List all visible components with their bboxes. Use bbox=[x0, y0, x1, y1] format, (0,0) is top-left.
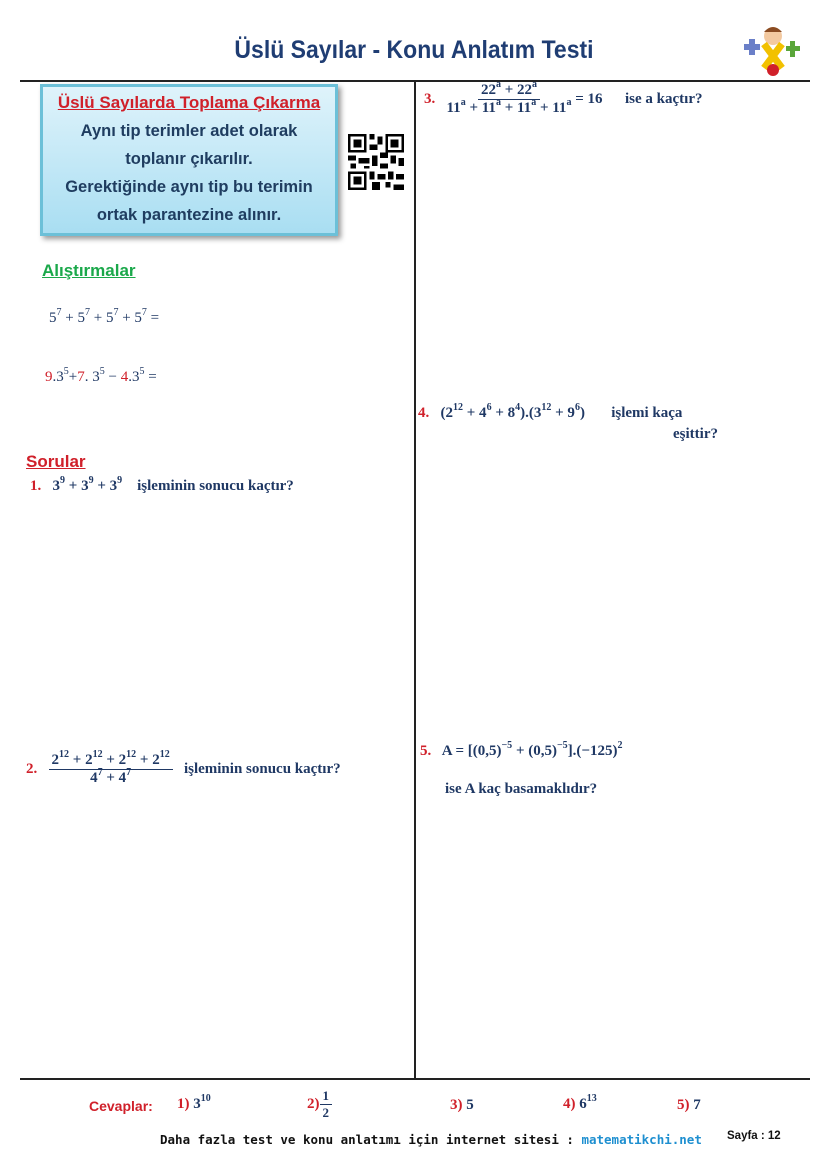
column-divider bbox=[414, 80, 416, 1079]
info-box-line: ortak parantezine alınır. bbox=[96, 206, 282, 224]
question-1: 1. $3^9 + 3^9 + 3^9$ işleminin sonucu kaçtır? bbox=[30, 475, 294, 494]
page-number: Sayfa : 12 bbox=[727, 1130, 781, 1142]
question-4: 4. $(2^{12} + 4^6 + 8^4).(3^{12} + 9^6)$ işlemi kaça bbox=[418, 402, 683, 421]
page-title: Üslü Sayılar - Konu Anlatım Testi bbox=[234, 36, 594, 64]
footer-divider bbox=[20, 1078, 810, 1080]
info-box bbox=[40, 84, 338, 236]
fraction: $\frac{22^a + 22^a}{11^a + 11^a + 11^a + 11^a}$ bbox=[446, 79, 572, 116]
answer-5: 5) 7 bbox=[677, 1097, 701, 1113]
answer-2: 2) $\frac{1}{2}$ bbox=[307, 1088, 332, 1121]
answers-label: Cevaplar: bbox=[89, 1098, 153, 1114]
exercise-1: $5^7 + 5^7 + 5^7 + 5^7$ = bbox=[49, 307, 160, 326]
exercises-heading: Alıştırmalar bbox=[42, 261, 136, 280]
answer-4: 4) $6^{13}$ bbox=[563, 1093, 597, 1112]
answer-3: 3) 5 bbox=[450, 1097, 474, 1113]
fraction: $\frac{2^{12} + 2^{12} + 2^{12} + 2^{12}}{4^7 + 4^7}$ bbox=[49, 752, 173, 787]
math-boy-mascot-icon bbox=[742, 24, 804, 76]
questions-heading: Sorular bbox=[26, 452, 86, 471]
footer-text: Daha fazla test ve konu anlatımı için internet sitesi : matematikchi.net bbox=[160, 1132, 702, 1147]
exercise-2: $9.3^5+7$. $3^5 - 4.3^5$ = bbox=[45, 366, 157, 385]
answer-1: 1) $3^{10}$ bbox=[177, 1093, 211, 1112]
qr-code-icon[interactable] bbox=[347, 134, 405, 190]
question-4-continued: eşittir? bbox=[673, 426, 718, 442]
question-2: 2. $\frac{2^{12} + 2^{12} + 2^{12} + 2^{12}}{4^7 + 4^7}$ işleminin sonucu kaçtır? bbox=[26, 749, 341, 786]
info-box-line: Aynı tip terimler adet olarak bbox=[80, 122, 298, 140]
question-5: 5. $A = [(0,5)^{-5} + (0,5)^{-5}].(-125)^2$ bbox=[420, 740, 623, 759]
question-5-text: ise A kaç basamaklıdır? bbox=[445, 781, 598, 797]
info-box-line: Gerektiğinde aynı tip bu terimin bbox=[65, 178, 313, 196]
question-3: 3. $\frac{22^a + 22^a}{11^a + 11^a + 11^a + 11^a}$ = 16 ise a kaçtır? bbox=[424, 79, 703, 116]
info-box-heading: Üslü Sayılarda Toplama Çıkarma bbox=[57, 93, 321, 112]
info-box-line: toplanır çıkarılır. bbox=[125, 150, 253, 168]
site-link[interactable]: matematikchi.net bbox=[581, 1132, 702, 1147]
